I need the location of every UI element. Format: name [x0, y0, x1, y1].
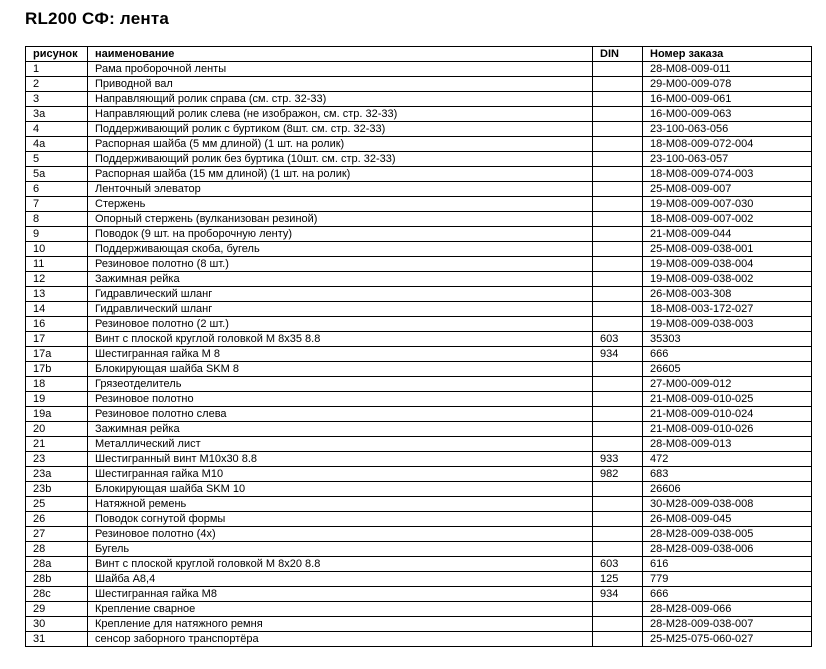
- cell-din: [593, 62, 643, 77]
- cell-din: 982: [593, 467, 643, 482]
- cell-din: [593, 197, 643, 212]
- cell-name: Шестигранная гайка М8: [88, 587, 593, 602]
- cell-order: 779: [643, 572, 812, 587]
- cell-name: Распорная шайба (5 мм длиной) (1 шт. на ролик): [88, 137, 593, 152]
- cell-order: 21-M08-009-010-024: [643, 407, 812, 422]
- cell-order: 21-M08-009-010-026: [643, 422, 812, 437]
- table-row: [26, 347, 812, 362]
- table-row: [26, 422, 812, 437]
- cell-figure: 1: [26, 62, 88, 77]
- table-row: [26, 197, 812, 212]
- cell-name: Резиновое полотно (2 шт.): [88, 317, 593, 332]
- table-row: [26, 437, 812, 452]
- cell-din: [593, 122, 643, 137]
- cell-din: [593, 242, 643, 257]
- table-row: [26, 452, 812, 467]
- parts-table: [25, 46, 812, 647]
- table-row: [26, 617, 812, 632]
- cell-name: Блокирующая шайба SKM 8: [88, 362, 593, 377]
- cell-order: 19-M08-009-038-004: [643, 257, 812, 272]
- cell-name: Поводок (9 шт. на проборочную ленту): [88, 227, 593, 242]
- cell-name: Шестигранная гайка М 8: [88, 347, 593, 362]
- cell-figure: 19a: [26, 407, 88, 422]
- cell-name: Резиновое полотно (4х): [88, 527, 593, 542]
- cell-figure: 5a: [26, 167, 88, 182]
- column-header-figure: рисунок: [26, 47, 88, 62]
- cell-figure: 17: [26, 332, 88, 347]
- cell-name: Поддерживающий ролик без буртика (10шт. см. стр. 32-33): [88, 152, 593, 167]
- cell-name: Шестигранная гайка М10: [88, 467, 593, 482]
- cell-din: 934: [593, 587, 643, 602]
- cell-name: Резиновое полотно: [88, 392, 593, 407]
- cell-figure: 28c: [26, 587, 88, 602]
- cell-name: Винт с плоской круглой головкой М 8х35 8.8: [88, 332, 593, 347]
- table-row: [26, 497, 812, 512]
- cell-din: [593, 527, 643, 542]
- cell-order: 25-M08-009-038-001: [643, 242, 812, 257]
- table-row: [26, 257, 812, 272]
- cell-figure: 23b: [26, 482, 88, 497]
- cell-order: 19-M08-009-038-003: [643, 317, 812, 332]
- cell-name: Шестигранный винт М10х30 8.8: [88, 452, 593, 467]
- table-row: [26, 512, 812, 527]
- cell-name: Блокирующая шайба SKM 10: [88, 482, 593, 497]
- cell-din: [593, 512, 643, 527]
- page-title: RL200 СФ: лента: [25, 9, 169, 28]
- table-body: [26, 62, 812, 647]
- cell-din: 933: [593, 452, 643, 467]
- cell-order: 26606: [643, 482, 812, 497]
- cell-order: 30-M28-009-038-008: [643, 497, 812, 512]
- cell-din: 934: [593, 347, 643, 362]
- cell-name: Зажимная рейка: [88, 272, 593, 287]
- cell-din: [593, 92, 643, 107]
- table-row: [26, 317, 812, 332]
- cell-name: Распорная шайба (15 мм длиной) (1 шт. на ролик): [88, 167, 593, 182]
- cell-din: [593, 287, 643, 302]
- cell-order: 27-M00-009-012: [643, 377, 812, 392]
- cell-din: [593, 632, 643, 647]
- cell-figure: 28b: [26, 572, 88, 587]
- cell-order: 472: [643, 452, 812, 467]
- cell-name: Стержень: [88, 197, 593, 212]
- cell-order: 18-M08-009-072-004: [643, 137, 812, 152]
- cell-order: 21-M08-009-010-025: [643, 392, 812, 407]
- cell-figure: 20: [26, 422, 88, 437]
- table-row: [26, 92, 812, 107]
- cell-din: 603: [593, 332, 643, 347]
- cell-name: сенсор заборного транспортёра: [88, 632, 593, 647]
- cell-name: Поддерживающий ролик с буртиком (8шт. см. стр. 32-33): [88, 122, 593, 137]
- table-row: [26, 62, 812, 77]
- cell-din: [593, 152, 643, 167]
- cell-order: 666: [643, 347, 812, 362]
- table-row: [26, 107, 812, 122]
- table-row: [26, 332, 812, 347]
- table-row: [26, 287, 812, 302]
- table-row: [26, 572, 812, 587]
- cell-din: [593, 272, 643, 287]
- cell-name: Гидравлический шланг: [88, 302, 593, 317]
- cell-figure: 12: [26, 272, 88, 287]
- cell-name: Натяжной ремень: [88, 497, 593, 512]
- cell-figure: 5: [26, 152, 88, 167]
- cell-order: 23-100-063-057: [643, 152, 812, 167]
- cell-figure: 11: [26, 257, 88, 272]
- cell-name: Крепление для натяжного ремня: [88, 617, 593, 632]
- cell-figure: 19: [26, 392, 88, 407]
- cell-order: 28-M08-009-013: [643, 437, 812, 452]
- cell-order: 616: [643, 557, 812, 572]
- cell-order: 18-M08-003-172-027: [643, 302, 812, 317]
- cell-order: 19-M08-009-038-002: [643, 272, 812, 287]
- cell-order: 29-M00-009-078: [643, 77, 812, 92]
- cell-name: Гидравлический шланг: [88, 287, 593, 302]
- cell-name: Грязеотделитель: [88, 377, 593, 392]
- cell-figure: 23a: [26, 467, 88, 482]
- cell-name: Бугель: [88, 542, 593, 557]
- table-row: [26, 212, 812, 227]
- cell-figure: 25: [26, 497, 88, 512]
- cell-order: 18-M08-009-007-002: [643, 212, 812, 227]
- cell-din: [593, 422, 643, 437]
- cell-name: Поводок согнутой формы: [88, 512, 593, 527]
- table-row: [26, 77, 812, 92]
- cell-name: Рама проборочной ленты: [88, 62, 593, 77]
- cell-name: Ленточный элеватор: [88, 182, 593, 197]
- cell-figure: 17a: [26, 347, 88, 362]
- cell-order: 683: [643, 467, 812, 482]
- cell-figure: 21: [26, 437, 88, 452]
- cell-name: Направляющий ролик слева (не изображон, см. стр. 32-33): [88, 107, 593, 122]
- table-row: [26, 152, 812, 167]
- cell-name: Приводной вал: [88, 77, 593, 92]
- cell-figure: 2: [26, 77, 88, 92]
- cell-din: [593, 542, 643, 557]
- cell-order: 21-M08-009-044: [643, 227, 812, 242]
- cell-figure: 3a: [26, 107, 88, 122]
- cell-name: Резиновое полотно (8 шт.): [88, 257, 593, 272]
- cell-din: [593, 107, 643, 122]
- column-header-din: DIN: [593, 47, 643, 62]
- cell-name: Винт с плоской круглой головкой М 8х20 8.8: [88, 557, 593, 572]
- cell-order: 25-M08-009-007: [643, 182, 812, 197]
- cell-figure: 18: [26, 377, 88, 392]
- table-row: [26, 587, 812, 602]
- cell-figure: 4: [26, 122, 88, 137]
- cell-din: [593, 602, 643, 617]
- cell-order: 35303: [643, 332, 812, 347]
- table-row: [26, 182, 812, 197]
- table-row: [26, 302, 812, 317]
- cell-din: [593, 317, 643, 332]
- cell-din: [593, 497, 643, 512]
- cell-figure: 23: [26, 452, 88, 467]
- table-row: [26, 122, 812, 137]
- cell-order: 28-M28-009-038-005: [643, 527, 812, 542]
- cell-order: 26-M08-009-045: [643, 512, 812, 527]
- cell-name: Зажимная рейка: [88, 422, 593, 437]
- cell-figure: 9: [26, 227, 88, 242]
- cell-order: 19-M08-009-007-030: [643, 197, 812, 212]
- cell-din: [593, 77, 643, 92]
- cell-name: Опорный стержень (вулканизован резиной): [88, 212, 593, 227]
- cell-name: Шайба А8,4: [88, 572, 593, 587]
- column-header-name: наименование: [88, 47, 593, 62]
- cell-figure: 8: [26, 212, 88, 227]
- cell-order: 25-M25-075-060-027: [643, 632, 812, 647]
- cell-order: 23-100-063-056: [643, 122, 812, 137]
- cell-order: 28-M28-009-038-007: [643, 617, 812, 632]
- cell-order: 26605: [643, 362, 812, 377]
- table-row: [26, 632, 812, 647]
- cell-name: Поддерживающая скоба, бугель: [88, 242, 593, 257]
- cell-din: [593, 137, 643, 152]
- table-row: [26, 377, 812, 392]
- cell-din: [593, 377, 643, 392]
- cell-figure: 27: [26, 527, 88, 542]
- table-row: [26, 167, 812, 182]
- cell-din: [593, 482, 643, 497]
- table-row: [26, 482, 812, 497]
- cell-din: [593, 182, 643, 197]
- cell-order: 16-M00-009-061: [643, 92, 812, 107]
- table-header-row: [26, 47, 812, 62]
- cell-figure: 6: [26, 182, 88, 197]
- cell-order: 18-M08-009-074-003: [643, 167, 812, 182]
- cell-figure: 26: [26, 512, 88, 527]
- cell-din: [593, 302, 643, 317]
- cell-figure: 28a: [26, 557, 88, 572]
- cell-figure: 4a: [26, 137, 88, 152]
- cell-figure: 30: [26, 617, 88, 632]
- table-row: [26, 362, 812, 377]
- cell-din: 125: [593, 572, 643, 587]
- cell-name: Резиновое полотно слева: [88, 407, 593, 422]
- cell-order: 28-M08-009-011: [643, 62, 812, 77]
- cell-din: [593, 212, 643, 227]
- cell-order: 666: [643, 587, 812, 602]
- cell-figure: 13: [26, 287, 88, 302]
- table-row: [26, 392, 812, 407]
- cell-order: 28-M28-009-066: [643, 602, 812, 617]
- table-row: [26, 467, 812, 482]
- cell-din: [593, 407, 643, 422]
- table-row: [26, 272, 812, 287]
- cell-name: Направляющий ролик справа (см. стр. 32-33): [88, 92, 593, 107]
- cell-din: [593, 227, 643, 242]
- cell-order: 26-M08-003-308: [643, 287, 812, 302]
- table-row: [26, 137, 812, 152]
- cell-figure: 29: [26, 602, 88, 617]
- cell-name: Металлический лист: [88, 437, 593, 452]
- cell-figure: 31: [26, 632, 88, 647]
- table-row: [26, 407, 812, 422]
- table-row: [26, 602, 812, 617]
- cell-name: Крепление сварное: [88, 602, 593, 617]
- cell-din: [593, 617, 643, 632]
- cell-din: [593, 257, 643, 272]
- cell-figure: 10: [26, 242, 88, 257]
- table-row: [26, 542, 812, 557]
- cell-order: 16-M00-009-063: [643, 107, 812, 122]
- cell-figure: 17b: [26, 362, 88, 377]
- cell-figure: 7: [26, 197, 88, 212]
- column-header-order: Номер заказа: [643, 47, 812, 62]
- table-header: [26, 47, 812, 62]
- table-row: [26, 242, 812, 257]
- cell-din: [593, 392, 643, 407]
- cell-din: [593, 437, 643, 452]
- table-row: [26, 557, 812, 572]
- table-row: [26, 227, 812, 242]
- cell-figure: 14: [26, 302, 88, 317]
- cell-figure: 16: [26, 317, 88, 332]
- cell-din: [593, 167, 643, 182]
- cell-order: 28-M28-009-038-006: [643, 542, 812, 557]
- table-row: [26, 527, 812, 542]
- cell-figure: 3: [26, 92, 88, 107]
- cell-din: [593, 362, 643, 377]
- cell-din: 603: [593, 557, 643, 572]
- cell-figure: 28: [26, 542, 88, 557]
